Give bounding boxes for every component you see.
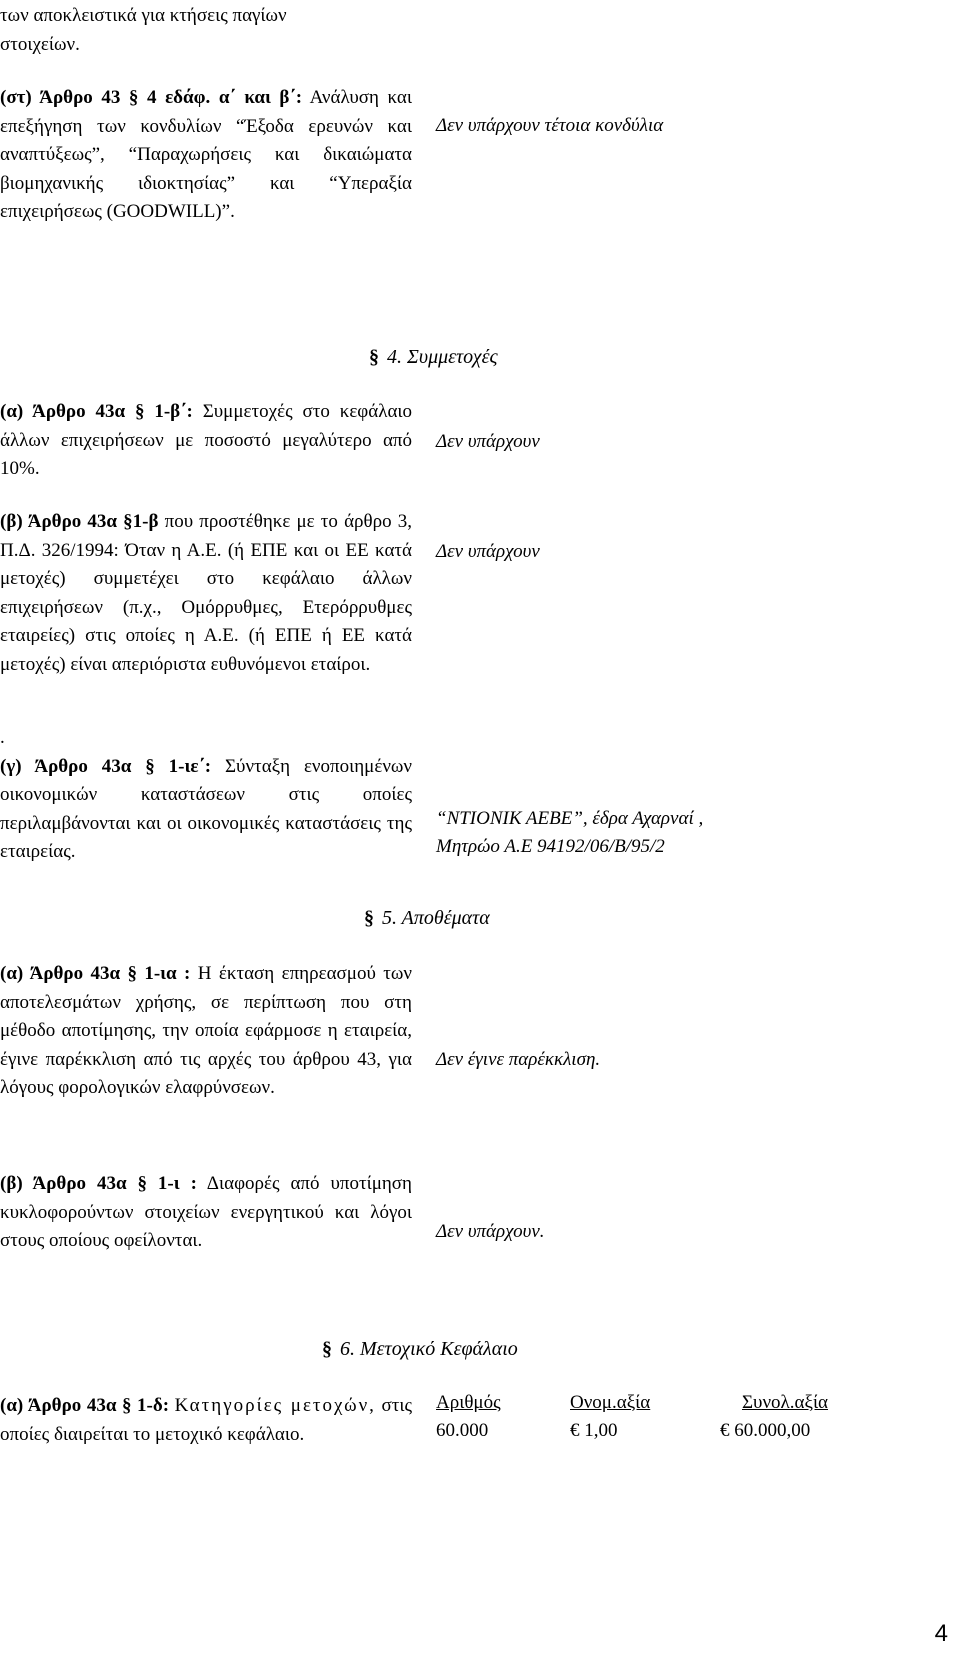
item-st-answer: Δεν υπάρχουν τέτοια κονδύλια <box>436 115 664 136</box>
section-4-title: 4. Συμμετοχές <box>387 346 498 368</box>
item-5a-answer: Δεν έγινε παρέκκλιση. <box>436 1049 601 1070</box>
item-4b-label: (β) Άρθρο 43α §1-β <box>0 511 159 532</box>
item-6a-body: στις οποίες διαιρείται το μετοχικό κεφάλαιο. <box>0 1395 413 1445</box>
item-4b-answer: Δεν υπάρχουν <box>436 541 540 562</box>
item-5b-label: (β) Άρθρο 43α § 1-ι : <box>0 1173 197 1194</box>
item-5a <box>0 960 412 1103</box>
top-line-2: στοιχείων. <box>0 33 80 55</box>
section-symbol: § <box>364 907 374 929</box>
item-4b <box>0 508 412 680</box>
section-4-heading <box>369 346 498 369</box>
item-5a-body: Η έκταση επηρεασμού των αποτελεσμάτων χρήσης, σε περίπτωση που στη μέθοδο αποτίμησης, την οποία εφάρμοσε η εταιρεία, έγινε παρέκκλιση από τις αρχές του άρθρου 43, για λόγους φορολογικών ελαφρύνσεων. <box>0 963 412 1099</box>
cell-nominal: € 1,00 <box>570 1420 618 1441</box>
page-number: 4 <box>934 1620 948 1647</box>
item-4c-answer <box>436 805 703 861</box>
item-st <box>0 84 412 227</box>
item-5b <box>0 1170 412 1256</box>
item-4c-answer-line-1: “ΝΤΙΟΝΙΚ ΑΕΒΕ”, έδρα Αχαρναί , <box>436 808 704 829</box>
item-6a-spaced: Κατηγορίες μετοχών, <box>174 1395 376 1416</box>
item-4a-body: Συμμετοχές στο κεφάλαιο άλλων επιχειρήσεων με ποσοστό μεγαλύτερο από 10%. <box>0 401 413 480</box>
section-5-heading <box>364 907 490 930</box>
item-6a-label: (α) Άρθρο 43α § 1-δ: <box>0 1395 170 1416</box>
cell-total: € 60.000,00 <box>720 1420 811 1441</box>
header-nominal: Ονομ.αξία <box>570 1392 651 1413</box>
item-4c-answer-line-2: Μητρώο Α.Ε 94192/06/Β/95/2 <box>436 836 665 857</box>
cell-count: 60.000 <box>436 1420 489 1441</box>
item-st-label: (στ) Άρθρο 43 § 4 εδάφ. α΄ και β΄: <box>0 87 303 108</box>
section-symbol: § <box>322 1338 332 1360</box>
item-4c <box>0 724 412 867</box>
item-4a-label: (α) Άρθρο 43α § 1-β΄: <box>0 401 193 422</box>
top-continuation <box>0 2 412 59</box>
header-total: Συνολ.αξία <box>742 1392 829 1413</box>
item-4b-body: που προστέθηκε με το άρθρο 3, Π.Δ. 326/1994: Όταν η Α.Ε. (ή ΕΠΕ και οι ΕΕ κατά μετοχές) συμμετέχει στο κεφάλαιο άλλων επιχειρήσεων (π.χ., Ομόρρυθμες, Ετερόρρυθμες εταιρείες) στις οποίες η Α.Ε. (ή ΕΠΕ ή ΕΕ κατά μετοχές) είναι απεριόριστα ευθυνόμενοι εταίροι. <box>0 511 413 675</box>
item-4a <box>0 398 412 484</box>
section-6-title: 6. Μετοχικό Κεφάλαιο <box>340 1338 518 1360</box>
item-4c-label: (γ) Άρθρο 43α § 1-ιε΄: <box>0 755 212 777</box>
section-6-heading <box>322 1338 518 1361</box>
item-4a-answer: Δεν υπάρχουν <box>436 431 540 452</box>
item-4c-dot: . <box>0 727 5 748</box>
item-4c-body: Σύνταξη ενοποιημένων οικονομικών καταστάσεων στις οποίες περιλαμβάνονται και οι οικονομικές καταστάσεις της εταιρείας. <box>0 755 413 863</box>
item-5b-body: Διαφορές από υποτίμηση κυκλοφορούντων στοιχείων ενεργητικού και λόγοι στους οποίους οφείλονται. <box>0 1173 412 1252</box>
header-count: Αριθμός <box>436 1392 501 1413</box>
item-5b-answer: Δεν υπάρχουν. <box>436 1221 545 1242</box>
item-5a-label: (α) Άρθρο 43α § 1-ια : <box>0 963 191 984</box>
section-symbol: § <box>369 346 379 368</box>
item-6a <box>0 1392 412 1449</box>
item-st-body: Ανάλυση και επεξήγηση των κονδυλίων “Έξοδα ερευνών και αναπτύξεως”, “Παραχωρήσεις και δικαιώματα βιομηχανικής ιδιοκτησίας” και “Υπεραξία επιχειρήσεως (GOODWILL)”. <box>0 87 412 223</box>
section-5-title: 5. Αποθέματα <box>382 907 490 929</box>
top-line-1: των αποκλειστικά για κτήσεις παγίων <box>0 5 287 26</box>
